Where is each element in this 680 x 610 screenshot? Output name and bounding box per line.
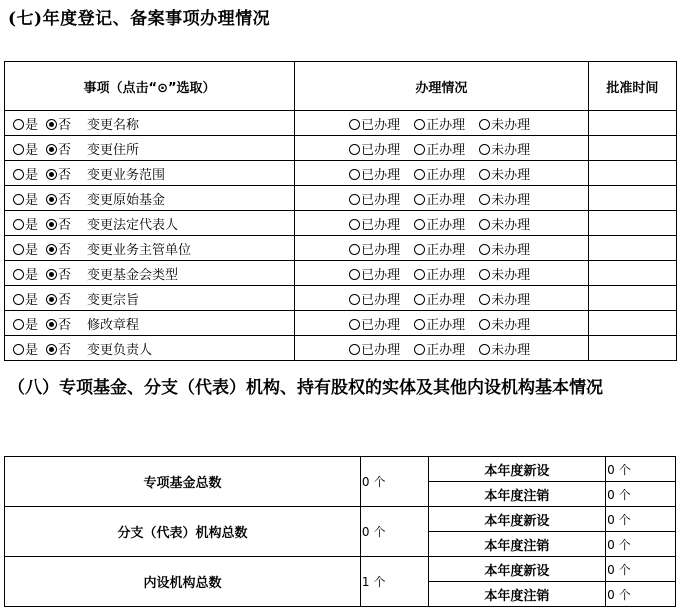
- status-label: 正办理: [426, 317, 466, 333]
- yes-radio-option[interactable]: [13, 314, 38, 333]
- cancel-count: 0: [607, 537, 615, 552]
- status-label: 已办理: [361, 242, 401, 258]
- approval-time-cell[interactable]: [588, 161, 676, 186]
- item-name: 变更业务主管单位: [87, 242, 192, 258]
- yes-label: 是: [25, 117, 39, 133]
- radio-icon[interactable]: [13, 294, 24, 305]
- unit-label: 个: [618, 487, 631, 502]
- radio-icon[interactable]: [414, 294, 425, 305]
- approval-time-cell[interactable]: [588, 186, 676, 211]
- cancel-label: 本年度注销: [428, 582, 605, 607]
- unit-label: 个: [618, 512, 631, 527]
- unit-label: 个: [373, 525, 386, 539]
- radio-icon[interactable]: [13, 269, 24, 280]
- unit-label: 个: [618, 562, 631, 577]
- cancel-count: 0: [607, 587, 615, 602]
- status-label: 已办理: [361, 142, 401, 158]
- item-cell: [5, 311, 295, 336]
- total-count: 0: [361, 475, 370, 489]
- new-count-cell: [606, 457, 676, 482]
- new-label: 本年度新设: [428, 457, 605, 482]
- radio-icon[interactable]: [349, 119, 360, 130]
- table-row: [5, 311, 677, 336]
- approval-time-cell[interactable]: [588, 236, 676, 261]
- no-label: 否: [58, 242, 72, 258]
- status-label: 未办理: [491, 167, 531, 183]
- radio-icon[interactable]: [414, 269, 425, 280]
- approval-time-cell[interactable]: [588, 286, 676, 311]
- approval-time-cell[interactable]: [588, 261, 676, 286]
- status-cell: [295, 236, 589, 261]
- radio-icon[interactable]: [349, 219, 360, 230]
- item-name: 变更宗旨: [87, 292, 140, 308]
- status-cell: [295, 111, 589, 136]
- approval-time-cell[interactable]: [588, 111, 676, 136]
- item-name: 修改章程: [87, 317, 140, 333]
- radio-icon[interactable]: [13, 344, 24, 355]
- status-radio-option[interactable]: [349, 164, 400, 183]
- yes-label: 是: [25, 267, 39, 283]
- status-radio-option[interactable]: [479, 314, 530, 333]
- unit-label: 个: [373, 575, 386, 589]
- radio-icon[interactable]: [414, 169, 425, 180]
- radio-icon[interactable]: [46, 194, 57, 205]
- radio-icon[interactable]: [349, 169, 360, 180]
- no-label: 否: [58, 142, 72, 158]
- no-label: 否: [58, 192, 72, 208]
- radio-icon[interactable]: [414, 119, 425, 130]
- radio-icon[interactable]: [46, 169, 57, 180]
- status-radio-option[interactable]: [479, 114, 530, 133]
- radio-icon[interactable]: [46, 244, 57, 255]
- yes-label: 是: [25, 292, 39, 308]
- status-label: 未办理: [491, 217, 531, 233]
- status-label: 正办理: [426, 117, 466, 133]
- status-cell: [295, 311, 589, 336]
- status-cell: [295, 286, 589, 311]
- no-label: 否: [58, 217, 72, 233]
- cancel-label: 本年度注销: [428, 482, 605, 507]
- status-label: 已办理: [361, 267, 401, 283]
- header-approval-time: 批准时间: [588, 62, 676, 111]
- no-radio-option[interactable]: [46, 289, 71, 308]
- status-label: 已办理: [361, 217, 401, 233]
- yes-radio-option[interactable]: [13, 264, 38, 283]
- total-count: 0: [361, 525, 370, 539]
- status-label: 正办理: [426, 292, 466, 308]
- radio-icon[interactable]: [414, 194, 425, 205]
- no-radio-option[interactable]: [46, 164, 71, 183]
- no-label: 否: [58, 317, 72, 333]
- yes-radio-option[interactable]: [13, 239, 38, 258]
- status-label: 未办理: [491, 117, 531, 133]
- unit-label: 个: [618, 537, 631, 552]
- yes-label: 是: [25, 317, 39, 333]
- item-name: 变更原始基金: [87, 192, 166, 208]
- status-radio-option[interactable]: [349, 314, 400, 333]
- radio-icon[interactable]: [479, 219, 490, 230]
- radio-icon[interactable]: [479, 269, 490, 280]
- yes-radio-option[interactable]: [13, 164, 38, 183]
- yes-radio-option[interactable]: [13, 139, 38, 158]
- no-label: 否: [58, 117, 72, 133]
- radio-icon[interactable]: [13, 244, 24, 255]
- item-cell: [5, 261, 295, 286]
- radio-icon[interactable]: [46, 219, 57, 230]
- header-item: 事项（点击“⊙”选取）: [5, 62, 295, 111]
- status-radio-option[interactable]: [414, 314, 465, 333]
- table-row: [5, 507, 676, 532]
- item-cell: [5, 336, 295, 361]
- status-cell: [295, 336, 589, 361]
- approval-time-cell[interactable]: [588, 211, 676, 236]
- status-label: 已办理: [361, 292, 401, 308]
- status-cell: [295, 261, 589, 286]
- status-label: 正办理: [426, 267, 466, 283]
- section-8-title: （八）专项基金、分支（代表）机构、持有股权的实体及其他内设机构基本情况: [8, 378, 603, 398]
- radio-icon[interactable]: [479, 194, 490, 205]
- table-row: [5, 557, 676, 582]
- item-cell: [5, 161, 295, 186]
- status-radio-option[interactable]: [479, 164, 530, 183]
- table-row: [5, 286, 677, 311]
- status-radio-option[interactable]: [414, 339, 465, 358]
- registration-items-table: [4, 61, 677, 361]
- item-name: 变更基金会类型: [87, 267, 179, 283]
- item-name: 变更业务范围: [87, 167, 166, 183]
- item-cell: [5, 286, 295, 311]
- no-radio-option[interactable]: [46, 214, 71, 233]
- status-radio-option[interactable]: [414, 139, 465, 158]
- radio-icon[interactable]: [46, 144, 57, 155]
- table-row: [5, 261, 677, 286]
- radio-icon[interactable]: [479, 294, 490, 305]
- cancel-label: 本年度注销: [428, 532, 605, 557]
- new-count: 0: [607, 462, 615, 477]
- status-radio-option[interactable]: [479, 239, 530, 258]
- table-row: [5, 161, 677, 186]
- status-radio-option[interactable]: [349, 139, 400, 158]
- status-radio-option[interactable]: [349, 114, 400, 133]
- radio-icon[interactable]: [349, 344, 360, 355]
- approval-time-cell[interactable]: [588, 336, 676, 361]
- status-radio-option[interactable]: [479, 289, 530, 308]
- status-label: 正办理: [426, 167, 466, 183]
- item-cell: [5, 211, 295, 236]
- yes-radio-option[interactable]: [13, 289, 38, 308]
- status-label: 未办理: [491, 267, 531, 283]
- no-radio-option[interactable]: [46, 189, 71, 208]
- header-status: 办理情况: [295, 62, 589, 111]
- status-label: 已办理: [361, 167, 401, 183]
- item-name: 变更住所: [87, 142, 140, 158]
- status-cell: [295, 186, 589, 211]
- status-radio-option[interactable]: [349, 239, 400, 258]
- yes-radio-option[interactable]: [13, 214, 38, 233]
- no-radio-option[interactable]: [46, 239, 71, 258]
- item-name: 变更名称: [87, 117, 140, 133]
- radio-icon[interactable]: [349, 319, 360, 330]
- status-label: 已办理: [361, 192, 401, 208]
- status-radio-option[interactable]: [414, 189, 465, 208]
- radio-icon[interactable]: [46, 319, 57, 330]
- institution-name: 专项基金总数: [5, 457, 361, 507]
- radio-icon[interactable]: [13, 119, 24, 130]
- radio-icon[interactable]: [13, 194, 24, 205]
- new-count: 0: [607, 562, 615, 577]
- total-count-cell: [360, 507, 428, 557]
- cancel-count-cell: [606, 582, 676, 607]
- yes-radio-option[interactable]: [13, 339, 38, 358]
- status-radio-option[interactable]: [349, 339, 400, 358]
- status-cell: [295, 211, 589, 236]
- status-radio-option[interactable]: [479, 189, 530, 208]
- radio-icon[interactable]: [349, 244, 360, 255]
- table-row: [5, 336, 677, 361]
- radio-icon[interactable]: [414, 344, 425, 355]
- table-row: [5, 211, 677, 236]
- new-count-cell: [606, 557, 676, 582]
- status-label: 正办理: [426, 217, 466, 233]
- total-count-cell: [360, 457, 428, 507]
- radio-icon[interactable]: [46, 294, 57, 305]
- radio-icon[interactable]: [479, 144, 490, 155]
- no-radio-option[interactable]: [46, 114, 71, 133]
- yes-label: 是: [25, 342, 39, 358]
- status-radio-option[interactable]: [349, 214, 400, 233]
- status-radio-option[interactable]: [479, 339, 530, 358]
- radio-icon[interactable]: [349, 294, 360, 305]
- radio-icon[interactable]: [13, 144, 24, 155]
- new-label: 本年度新设: [428, 557, 605, 582]
- yes-label: 是: [25, 242, 39, 258]
- status-label: 已办理: [361, 342, 401, 358]
- section-7-title: (七)年度登记、备案事项办理情况: [8, 9, 271, 29]
- cancel-count-cell: [606, 482, 676, 507]
- no-label: 否: [58, 267, 72, 283]
- status-radio-option[interactable]: [349, 264, 400, 283]
- no-label: 否: [58, 167, 72, 183]
- status-label: 正办理: [426, 242, 466, 258]
- yes-label: 是: [25, 192, 39, 208]
- yes-label: 是: [25, 217, 39, 233]
- radio-icon[interactable]: [13, 219, 24, 230]
- table-row: [5, 457, 676, 482]
- radio-icon[interactable]: [46, 269, 57, 280]
- table-row: [5, 111, 677, 136]
- status-label: 正办理: [426, 142, 466, 158]
- no-radio-option[interactable]: [46, 264, 71, 283]
- status-label: 未办理: [491, 292, 531, 308]
- status-cell: [295, 161, 589, 186]
- radio-icon[interactable]: [349, 144, 360, 155]
- radio-icon[interactable]: [479, 119, 490, 130]
- status-label: 已办理: [361, 117, 401, 133]
- table-row: [5, 186, 677, 211]
- radio-icon[interactable]: [479, 169, 490, 180]
- no-label: 否: [58, 342, 72, 358]
- status-radio-option[interactable]: [414, 214, 465, 233]
- status-radio-option[interactable]: [414, 114, 465, 133]
- status-label: 未办理: [491, 142, 531, 158]
- yes-label: 是: [25, 142, 39, 158]
- status-label: 正办理: [426, 342, 466, 358]
- approval-time-cell[interactable]: [588, 311, 676, 336]
- item-cell: [5, 186, 295, 211]
- cancel-count-cell: [606, 532, 676, 557]
- no-radio-option[interactable]: [46, 139, 71, 158]
- item-cell: [5, 136, 295, 161]
- radio-icon[interactable]: [13, 319, 24, 330]
- new-count: 0: [607, 512, 615, 527]
- total-count-cell: [360, 557, 428, 607]
- status-radio-option[interactable]: [414, 239, 465, 258]
- radio-icon[interactable]: [13, 169, 24, 180]
- status-radio-option[interactable]: [414, 264, 465, 283]
- yes-label: 是: [25, 167, 39, 183]
- radio-icon[interactable]: [414, 244, 425, 255]
- item-name: 变更负责人: [87, 342, 153, 358]
- status-radio-option[interactable]: [414, 164, 465, 183]
- cancel-count: 0: [607, 487, 615, 502]
- item-name: 变更法定代表人: [87, 217, 179, 233]
- status-radio-option[interactable]: [479, 214, 530, 233]
- institution-name: 内设机构总数: [5, 557, 361, 607]
- status-label: 未办理: [491, 342, 531, 358]
- radio-icon[interactable]: [414, 319, 425, 330]
- radio-icon[interactable]: [479, 244, 490, 255]
- no-radio-option[interactable]: [46, 339, 71, 358]
- unit-label: 个: [618, 462, 631, 477]
- institution-name: 分支（代表）机构总数: [5, 507, 361, 557]
- item-cell: [5, 236, 295, 261]
- institutions-table: [4, 456, 676, 607]
- table-row: [5, 136, 677, 161]
- yes-radio-option[interactable]: [13, 114, 38, 133]
- radio-icon[interactable]: [46, 119, 57, 130]
- status-label: 已办理: [361, 317, 401, 333]
- total-count: 1: [361, 575, 370, 589]
- status-label: 未办理: [491, 317, 531, 333]
- table-header-row: [5, 62, 677, 111]
- status-label: 正办理: [426, 192, 466, 208]
- radio-icon[interactable]: [46, 344, 57, 355]
- status-label: 未办理: [491, 192, 531, 208]
- radio-icon[interactable]: [349, 194, 360, 205]
- item-cell: [5, 111, 295, 136]
- no-radio-option[interactable]: [46, 314, 71, 333]
- radio-icon[interactable]: [479, 319, 490, 330]
- status-label: 未办理: [491, 242, 531, 258]
- radio-icon[interactable]: [414, 144, 425, 155]
- status-radio-option[interactable]: [349, 289, 400, 308]
- status-cell: [295, 136, 589, 161]
- radio-icon[interactable]: [479, 344, 490, 355]
- status-radio-option[interactable]: [349, 189, 400, 208]
- status-radio-option[interactable]: [479, 264, 530, 283]
- radio-icon[interactable]: [414, 219, 425, 230]
- yes-radio-option[interactable]: [13, 189, 38, 208]
- radio-icon[interactable]: [349, 269, 360, 280]
- status-radio-option[interactable]: [414, 289, 465, 308]
- no-label: 否: [58, 292, 72, 308]
- table-row: [5, 236, 677, 261]
- status-radio-option[interactable]: [479, 139, 530, 158]
- unit-label: 个: [373, 475, 386, 489]
- unit-label: 个: [618, 587, 631, 602]
- new-label: 本年度新设: [428, 507, 605, 532]
- new-count-cell: [606, 507, 676, 532]
- approval-time-cell[interactable]: [588, 136, 676, 161]
